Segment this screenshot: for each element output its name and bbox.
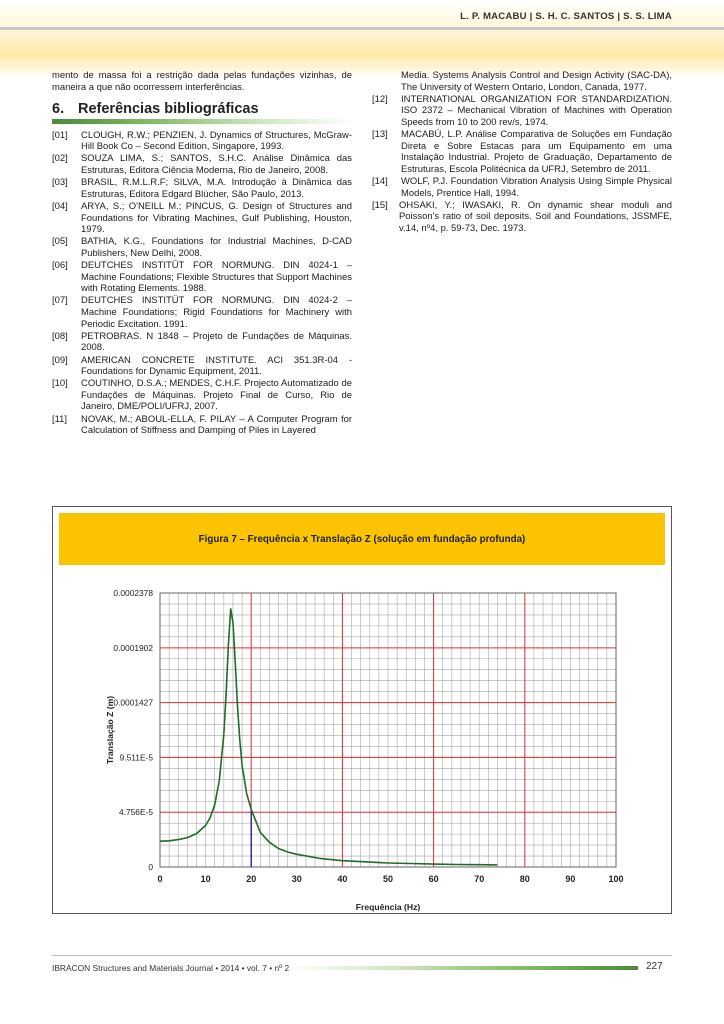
frequency-translation-chart bbox=[53, 507, 673, 915]
reference-text: Media. Systems Analysis Control and Design Activity (SAC-DA), The University of Western Ontario, London, Canada, 1977. bbox=[401, 70, 672, 93]
reference-text: ARYA, S.; O'NEILL M.; PINCUS, G. Design of Structures and Foundations for Vibrating Machines, Gulf Publishing, Houston, 1979. bbox=[81, 200, 352, 236]
footer-journal: IBRACON Structures and Materials Journal • 2014 • vol. 7 • nº 2 bbox=[52, 963, 290, 973]
reference-list-right bbox=[372, 94, 672, 235]
reference-text: COUTINHO, D.S.A.; MENDES, C.H.F. Projecto Automatizado de Fundações de Máquinas. Projeto Final de Curso, Rio de Janeiro, DME/POLI/UFRJ, 2007. bbox=[81, 378, 352, 413]
reference-item bbox=[52, 331, 352, 354]
x-tick-label: 40 bbox=[337, 874, 348, 884]
reference-item bbox=[52, 414, 352, 437]
figure-7 bbox=[52, 506, 672, 914]
reference-item bbox=[52, 295, 352, 330]
x-tick-label: 70 bbox=[474, 874, 485, 884]
section-heading bbox=[52, 101, 352, 118]
x-tick-label: 20 bbox=[246, 874, 257, 884]
reference-text: WOLF, P.J. Foundation Vibration Analysis Using Simple Physical Models, Prentice Hall, 1994. bbox=[401, 175, 672, 199]
reference-text: DEUTCHES INSTITÜT FOR NORMUNG. DIN 4024-1 – Machine Foundations; Flexible Structures that Support Machines with Rotating Elements. 1988. bbox=[81, 260, 352, 295]
reference-number: [10] bbox=[52, 378, 68, 390]
y-tick-label: 4.756E-5 bbox=[119, 807, 153, 818]
reference-item bbox=[52, 130, 352, 153]
x-tick-label: 80 bbox=[519, 874, 530, 884]
reference-item bbox=[372, 129, 672, 175]
reference-text: BATHIA, K.G., Foundations for Industrial Machines, D-CAD Publishers, New Delhi, 2008. bbox=[81, 236, 352, 259]
y-tick-label: 0 bbox=[148, 862, 153, 872]
reference-number: [01] bbox=[52, 129, 68, 141]
reference-item bbox=[52, 201, 352, 236]
reference-text: AMERICAN CONCRETE INSTITUTE. ACI 351.3R-04 - Foundations for Dynamic Equipment, 2011. bbox=[81, 354, 352, 378]
section-underline-bar bbox=[52, 119, 352, 124]
figure-caption: Figura 7 – Frequência x Translação Z (solução em fundação profunda) bbox=[198, 533, 526, 545]
reference-number: [14] bbox=[372, 175, 388, 187]
header-authors: L. P. MACABU | S. H. C. SANTOS | S. S. LIMA bbox=[460, 11, 672, 22]
reference-item bbox=[52, 260, 352, 295]
x-tick-label: 60 bbox=[428, 874, 439, 884]
x-tick-label: 100 bbox=[608, 874, 624, 884]
x-tick-label: 10 bbox=[200, 874, 211, 884]
right-column bbox=[372, 70, 672, 235]
x-tick-label: 0 bbox=[157, 874, 163, 884]
reference-text: BRASIL, R.M.L.R.F; SILVA, M.A. Introdução à Dinâmica das Estruturas, Editora Edgard Blücher, São Paulo, 2013. bbox=[81, 177, 352, 200]
y-tick-label: 9.511E-5 bbox=[119, 752, 153, 763]
reference-number: [09] bbox=[52, 354, 68, 366]
reference-number: [11] bbox=[52, 413, 68, 425]
reference-number: [06] bbox=[52, 260, 68, 272]
header-rule bbox=[0, 27, 724, 30]
section-number: 6. bbox=[52, 101, 65, 118]
footer-rule bbox=[52, 955, 672, 956]
reference-number: [02] bbox=[52, 153, 68, 165]
reference-item bbox=[52, 177, 352, 200]
reference-text: PETROBRAS. N 1848 – Projeto de Fundações de Máquinas. 2008. bbox=[81, 330, 352, 354]
reference-text: OHSAKI, Y.; IWASAKI, R. On dynamic shear moduli and Poisson's ratio of soil deposits. Soil and Foundations, JSSMFE, v.14, nº4, p. 59-73, Dec. 1973. bbox=[399, 199, 672, 234]
reference-list-left bbox=[52, 130, 352, 437]
x-tick-label: 90 bbox=[565, 874, 576, 884]
reference-item bbox=[52, 355, 352, 378]
reference-number: [12] bbox=[372, 93, 388, 105]
reference-item bbox=[372, 176, 672, 199]
reference-text: CLOUGH, R.W.; PENZIEN, J. Dynamics of Structures, McGraw-Hill Book Co – Second Edition, Singapore, 1993. bbox=[81, 129, 352, 153]
reference-item bbox=[372, 94, 672, 129]
y-tick-label: 0.0002378 bbox=[113, 588, 153, 598]
reference-number: [03] bbox=[52, 177, 68, 189]
section-title: Referências bibliográficas bbox=[78, 101, 259, 118]
y-axis-label: Translação Z (m) bbox=[105, 695, 115, 765]
reference-number: [05] bbox=[52, 236, 68, 248]
y-tick-label: 0.0001902 bbox=[113, 642, 153, 653]
reference-text: INTERNATIONAL ORGANIZATION FOR STANDARDIZATION. ISO 2372 – Mechanical Vibration of Machines with Operation Speeds from 10 to 200 rev/s, 1974. bbox=[401, 93, 672, 128]
reference-text: SOUZA LIMA, S.; SANTOS, S.H.C. Análise Dinâmica das Estruturas, Editora Ciência Moderna, Rio de Janeiro, 2008. bbox=[81, 153, 352, 176]
footer-bar bbox=[290, 966, 638, 970]
reference-number: [15] bbox=[372, 199, 388, 211]
reference-number: [13] bbox=[372, 129, 388, 141]
left-column bbox=[52, 70, 352, 437]
y-tick-label: 0.0001427 bbox=[113, 697, 153, 708]
reference-text: NOVAK, M.; ABOUL-ELLA, F. PILAY – A Computer Program for Calculation of Stiffness and Damping of Piles in Layered bbox=[81, 413, 352, 437]
reference-item bbox=[52, 153, 352, 176]
reference-number: [07] bbox=[52, 295, 68, 307]
page-number: 227 bbox=[646, 961, 663, 972]
x-axis-label: Frequência (Hz) bbox=[355, 902, 421, 912]
reference-text: MACABÚ, L.P. Análise Comparativa de Soluções em Fundação Direta e Sobre Estacas para um Equipamento em uma Instalação Industrial. Projeto de Graduação, Departamento de Estruturas, Escola Politécnica da UFRJ, Setembro de 2011. bbox=[401, 129, 672, 175]
reference-continuation bbox=[372, 70, 672, 93]
reference-number: [04] bbox=[52, 200, 68, 212]
reference-item bbox=[52, 236, 352, 259]
x-tick-label: 50 bbox=[382, 874, 394, 884]
reference-item bbox=[52, 378, 352, 413]
reference-text: DEUTCHES INSTITÜT FOR NORMUNG. DIN 4024-2 – Machine Foundations; Rigid Foundations for Machinery with Periodic Excitation. 1991. bbox=[81, 295, 352, 330]
x-tick-label: 30 bbox=[291, 874, 302, 884]
reference-item bbox=[372, 200, 672, 235]
intro-paragraph: mento de massa foi a restrição dada pelas fundações vizinhas, de maneira a que não ocorressem interferências. bbox=[52, 70, 352, 93]
reference-number: [08] bbox=[52, 330, 68, 342]
